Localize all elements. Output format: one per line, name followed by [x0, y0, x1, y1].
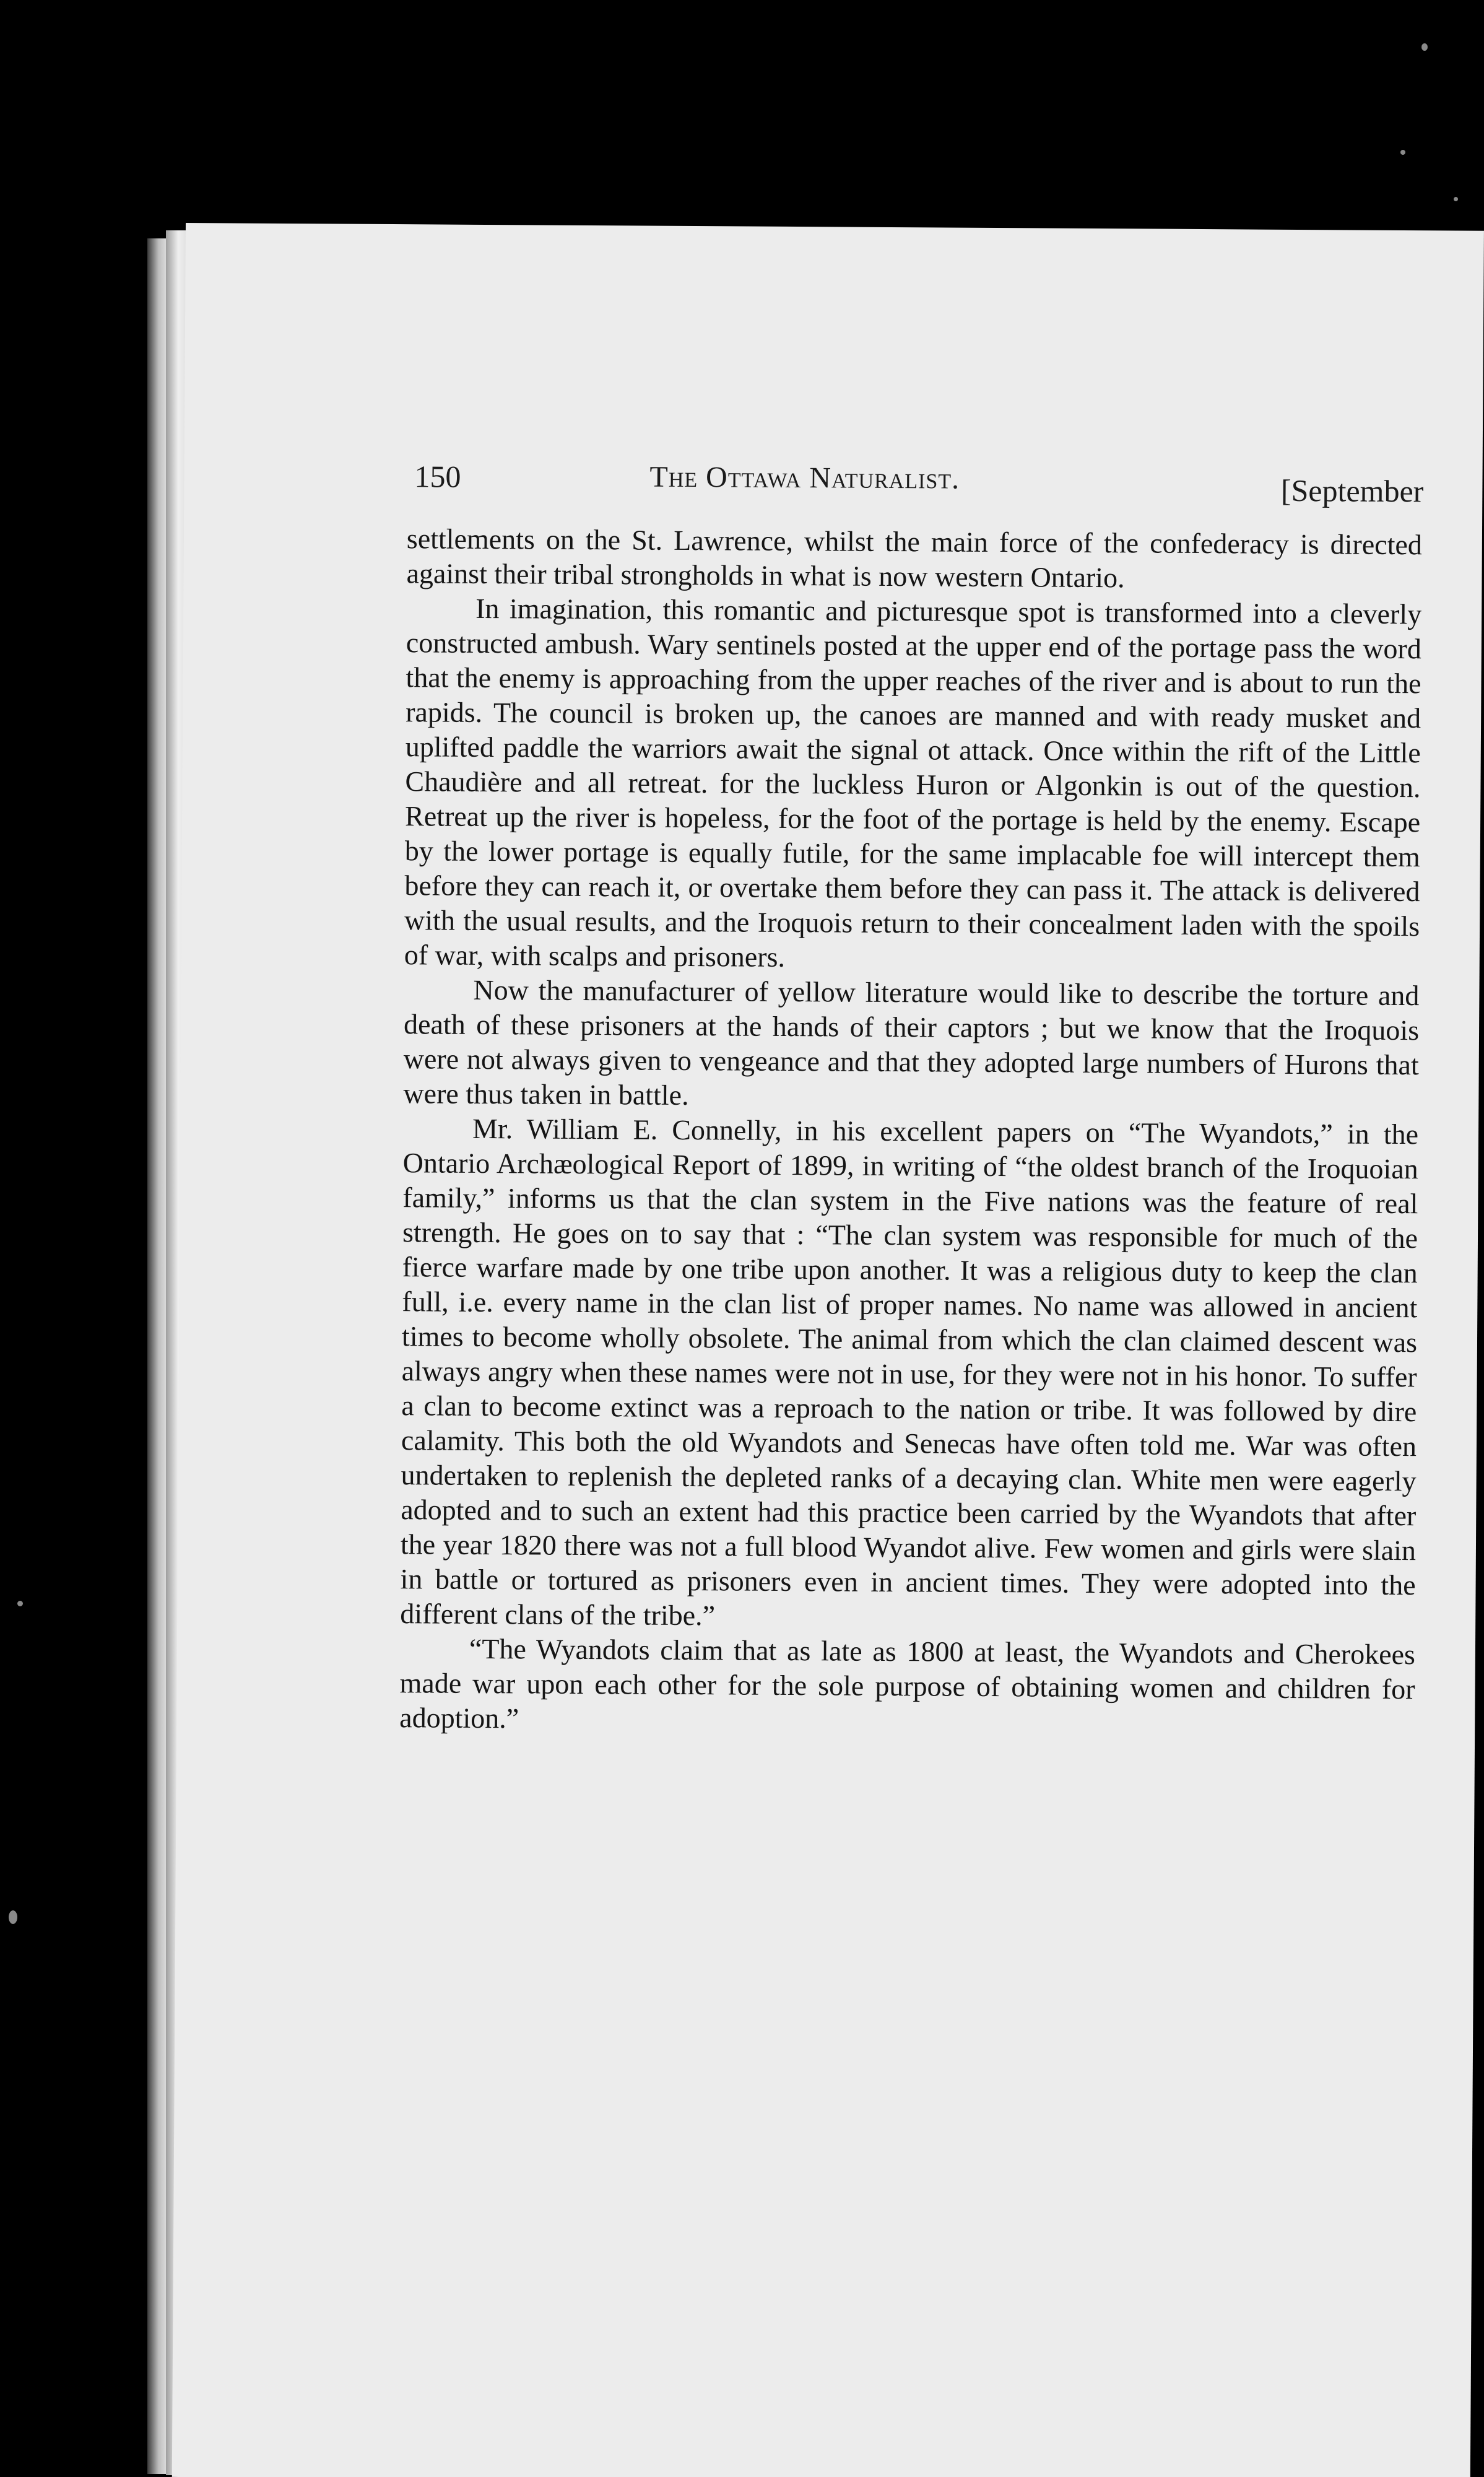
running-header [414, 458, 1423, 514]
section-label: [September [1280, 472, 1424, 509]
dust-speck [9, 1910, 17, 1924]
dust-speck [1421, 43, 1428, 51]
dust-speck [17, 1601, 23, 1606]
paragraph: Now the manufacturer of yellow literature would like to describe the torture and death of these prisoners at the hands of their captors ; but we know that the Iroquois were not always given to vengeance and that they adopted large numbers of Hurons that were thus taken in battle. [403, 973, 1420, 1111]
paragraph: Mr. William E. Connelly, in his excellent papers on “The Wyandots,” in the Ontario Archæological Report of 1899, in writing of “the oldest branch of the Iroquoian family,” informs us that the clan system in the Five nations was the feature of real strength. He goes on to say that : “The clan system was responsible for much of the fierce warfare made by one tribe upon another. It was a religious duty to keep the clan full, i.e. every name in the clan list of proper names. No name was allowed in ancient times to become wholly obsolete. The animal from which the clan claimed descent was always angry when these names were not in use, for they were not in his honor. To suffer a clan to become extinct was a reproach to the nation or tribe. It was followed by dire calamity. This both the old Wyandots and Senecas have often told me. War was often undertaken to replenish the depleted ranks of a decaying clan. White men were eagerly adopted and to such an extent had this practice been carried by the Wyandots that after the year 1820 there was not a full blood Wyandot alive. Few women and girls were slain in battle or tortured as prisoners even in ancient times. They were adopted into the different clans of the tribe.” [400, 1112, 1419, 1632]
book-page [172, 223, 1484, 2477]
paragraph: In imagination, this romantic and picturesque spot is transformed into a cleverly constructed ambush. Wary sentinels posted at the upper end of the portage pass the word that the enemy is approaching from the upper reaches of the river and is about to run the rapids. The council is broken up, the canoes are manned and with ready musket and uplifted paddle the warriors await the signal ot attack. Once within the rift of the Little Chaudière and all retreat. for the luckless Huron or Algonkin is out of the question. Retreat up the river is hopeless, for the foot of the portage is held by the enemy. Escape by the lower portage is equally futile, for the same implacable foe will intercept them before they can reach it, or overtake them before they can pass it. The attack is delivered with the usual results, and the Iroquois return to their concealment laden with the spoils of war, with scalps and prisoners. [404, 592, 1422, 973]
page-number: 150 [414, 459, 461, 494]
paragraph: “The Wyandots claim that as late as 1800 at least, the Wyandots and Cherokees made war upon each other for the sole purpose of obtaining women and children for adoption.” [399, 1632, 1416, 1735]
dust-speck [1454, 197, 1458, 201]
paragraph: settlements on the St. Lawrence, whilst the main force of the confederacy is directed against their tribal strongholds in what is now western Ontario. [406, 523, 1423, 594]
dust-speck [1400, 150, 1405, 155]
article-body [396, 521, 1422, 2361]
journal-title: The Ottawa Naturalist. [649, 460, 960, 495]
